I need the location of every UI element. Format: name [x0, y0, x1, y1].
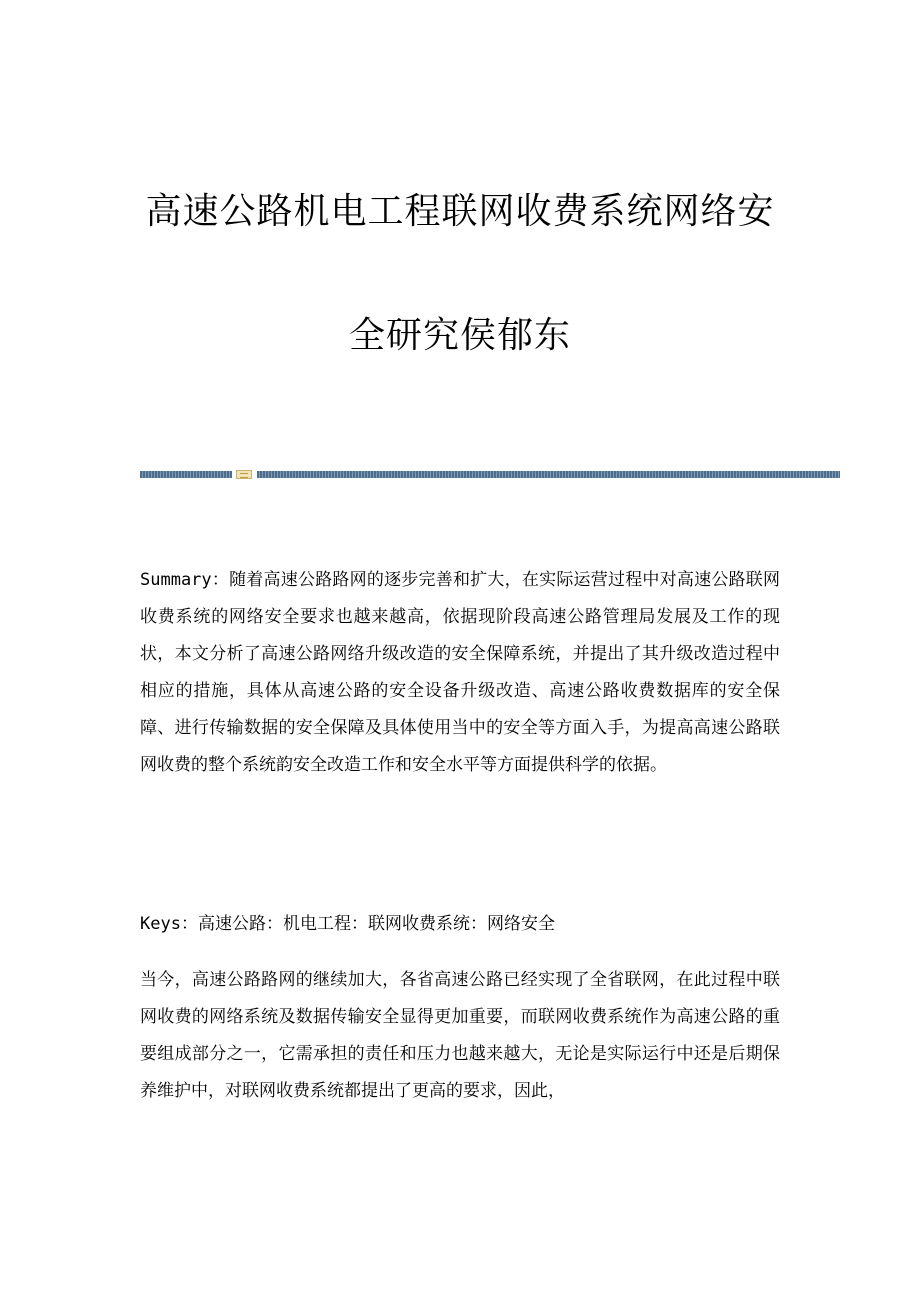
summary-paragraph: Summary：随着高速公路路网的逐步完善和扩大，在实际运营过程中对高速公路联网收费系统的网络安全要求也越来越高，依据现阶段高速公路管理局发展及工作的现状，本文分析了高速公路网络升级改造的安全保障系统，并提出了其升级改造过程中相应的措施，具体从高速公路的安全设备升级改造、高速公路收费数据库的安全保障、进行传输数据的安全保障及具体使用当中的安全等方面入手，为提高高速公路联网收费的整个系统韵安全改造工作和安全水平等方面提供科学的依据。 [140, 570, 780, 775]
document-title-line-2: 全研究侯郁东 [348, 315, 571, 356]
title-divider [140, 470, 840, 479]
document-title-line-1: 高速公路机电工程联网收费系统网络安 [145, 191, 775, 232]
divider-bar-right [257, 471, 840, 478]
keywords-line: Keys：高速公路：机电工程：联网收费系统：网络安全 [140, 914, 555, 934]
divider-bar-left [140, 471, 232, 478]
body-paragraph: 当今，高速公路路网的继续加大，各省高速公路已经实现了全省联网，在此过程中联网收费的网络系统及数据传输安全显得更加重要，而联网收费系统作为高速公路的重要组成部分之一，它需承担的责任和压力也越来越大，无论是实际运行中还是后期保养维护中，对联网收费系统都提出了更高的要求，因此， [140, 970, 780, 1101]
divider-ornament-icon [236, 470, 252, 479]
